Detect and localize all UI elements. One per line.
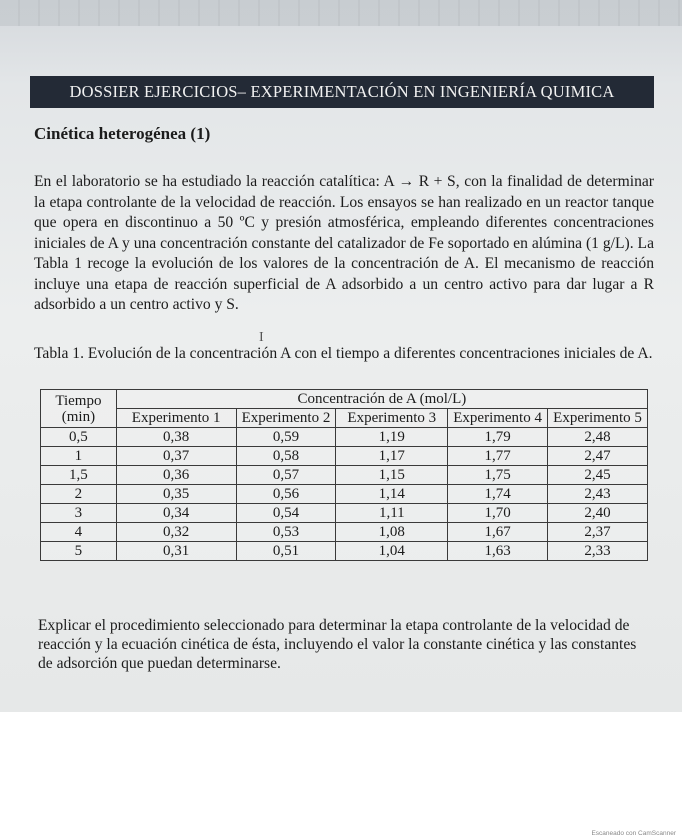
concentration-cell: 1,15 (336, 466, 448, 485)
concentration-table (40, 389, 648, 561)
concentration-cell: 0,34 (116, 504, 236, 523)
time-cell: 3 (41, 504, 117, 523)
concentration-cell: 2,40 (548, 504, 648, 523)
concentration-cell: 1,08 (336, 523, 448, 542)
concentration-cell: 1,75 (448, 466, 548, 485)
concentration-cell: 0,36 (116, 466, 236, 485)
concentration-cell: 1,79 (448, 428, 548, 447)
statement-text: En el laboratorio se ha estudiado la reacción catalítica: A → R + S, con la finalidad de determinar la etapa controlante de la velocidad de reacción. Los ensayos se han realizado en un reactor tanque que opera en discontinuo a 50 ºC y presión atmosférica, empleando diferentes concentraciones iniciales de A y una concentración constante del catalizador de Fe soportado en alúmina (1 g/L). La Tabla 1 recoge la evolución de los valores de la concentración de A. El mecanismo de reacción incluye una etapa de reacción superficial de A adsorbido a un centro activo para dar lugar a R adsorbido a un centro activo y S. (34, 173, 654, 313)
concentration-cell: 1,17 (336, 447, 448, 466)
concentration-cell: 2,45 (548, 466, 648, 485)
time-cell: 4 (41, 523, 117, 542)
column-header: Experimento 2 (236, 409, 336, 428)
concentration-cell: 0,38 (116, 428, 236, 447)
time-cell: 0,5 (41, 428, 117, 447)
banner-title: DOSSIER EJERCICIOS– EXPERIMENTACIÓN EN INGENIERÍA QUIMICA (69, 82, 615, 101)
table-row (41, 485, 648, 504)
concentration-cell: 1,77 (448, 447, 548, 466)
table-row (41, 428, 648, 447)
concentration-cell: 0,54 (236, 504, 336, 523)
text-cursor-icon: I (259, 330, 264, 345)
concentration-cell: 1,63 (448, 542, 548, 561)
document-banner (30, 76, 654, 108)
concentration-cell: 2,37 (548, 523, 648, 542)
table-row (41, 523, 648, 542)
concentration-cell: 1,14 (336, 485, 448, 504)
column-header: Experimento 3 (336, 409, 448, 428)
page-top-edge (0, 0, 682, 26)
table-subheader-row (41, 409, 648, 428)
concentration-cell: 1,04 (336, 542, 448, 561)
time-cell: 1 (41, 447, 117, 466)
concentration-cell: 0,32 (116, 523, 236, 542)
column-header: Experimento 4 (448, 409, 548, 428)
table-row (41, 504, 648, 523)
table-row (41, 466, 648, 485)
time-column-header: Tiempo (min) (41, 390, 117, 428)
concentration-cell: 1,11 (336, 504, 448, 523)
table-header-row (41, 390, 648, 409)
problem-statement (34, 172, 654, 316)
concentration-cell: 0,51 (236, 542, 336, 561)
concentration-cell: 0,37 (116, 447, 236, 466)
concentration-cell: 1,19 (336, 428, 448, 447)
concentration-cell: 0,53 (236, 523, 336, 542)
concentration-cell: 1,70 (448, 504, 548, 523)
concentration-cell: 0,59 (236, 428, 336, 447)
concentration-cell: 2,43 (548, 485, 648, 504)
concentration-cell: 0,58 (236, 447, 336, 466)
table-caption: Tabla 1. Evolución de la concentración A con el tiempo a diferentes concentraciones iniciales de A. (34, 345, 653, 362)
column-header: Experimento 5 (548, 409, 648, 428)
concentration-cell: 0,31 (116, 542, 236, 561)
time-cell: 5 (41, 542, 117, 561)
concentration-cell: 0,56 (236, 485, 336, 504)
table-row (41, 542, 648, 561)
concentration-cell: 1,74 (448, 485, 548, 504)
concentration-cell: 0,35 (116, 485, 236, 504)
concentration-cell: 2,48 (548, 428, 648, 447)
concentration-group-header: Concentración de A (mol/L) (116, 390, 647, 409)
table-body (41, 428, 648, 561)
scanner-watermark: Escaneado con CamScanner (591, 830, 676, 837)
section-title: Cinética heterogénea (1) (34, 124, 211, 143)
time-cell: 2 (41, 485, 117, 504)
concentration-cell: 0,57 (236, 466, 336, 485)
question-text: Explicar el procedimiento seleccionado para determinar la etapa controlante de la velocidad de reacción y la ecuación cinética de ésta, incluyendo el valor la constante cinética y las constantes de adsorción que puedan determinarse. (38, 617, 637, 672)
time-cell: 1,5 (41, 466, 117, 485)
table-row (41, 447, 648, 466)
concentration-cell: 1,67 (448, 523, 548, 542)
column-header: Experimento 1 (116, 409, 236, 428)
concentration-cell: 2,47 (548, 447, 648, 466)
concentration-cell: 2,33 (548, 542, 648, 561)
